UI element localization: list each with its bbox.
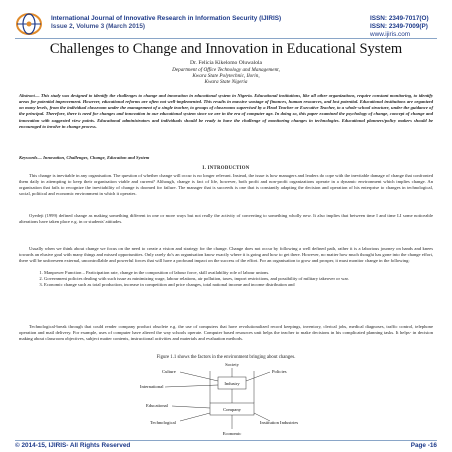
affiliation-location: Kwara State Nigeria — [204, 79, 248, 85]
connector-line — [180, 372, 218, 381]
journal-issue: Issue 2, Volume 3 (March 2015) — [51, 23, 146, 30]
label-society: Society — [225, 362, 239, 367]
label-technological: Technological — [150, 420, 176, 425]
affiliation-institution: Kwara State Polytechnic, Ilorin, — [192, 73, 260, 79]
environment-factors-diagram — [110, 361, 360, 439]
journal-url: www.ijiris.com — [370, 31, 411, 38]
section-heading: I. INTRODUCTION — [202, 166, 250, 171]
abstract-label: Abstract— — [19, 93, 40, 98]
journal-logo-icon — [15, 11, 43, 37]
paper-title: Challenges to Change and Innovation in Educational System — [49, 41, 403, 57]
list-item: 1. Manpower Function – Participation rate, change in the composition of labour force, skill availability role of labour unions. — [44, 270, 434, 276]
intro-paragraph-3: Usually when we think about change we focus on the need to create a vision and strategy for the change. Change does not occur by following a well defined path, rather it is a laborious journey on hands and knees towards an elusive goal with many things and missed opportunities. Only rarely do's an organisation know exactly where it is going and how to get there. However, no matter how much thought has gone into the change effort, there will be unforeseen external, uncontrollable and powerful forces that will have a profound impact on the success of the effort. For an organisation to grow and prosper, it must monitor change in the following: — [19, 246, 433, 264]
journal-name: International Journal of Innovative Research in Information Security (IJIRIS) — [51, 15, 282, 22]
figure-caption: Figure 1.1 shows the factors in the environment bringing about changes. — [156, 355, 296, 360]
list-item: 3. Economic change such as total production, increase in competition and price changes, total national income and income distribution and — [44, 282, 434, 288]
issn-print: ISSN: 2349-7017(O) — [370, 15, 429, 22]
label-economic: Economic — [222, 431, 242, 436]
keywords — [19, 155, 433, 161]
connector-line — [180, 413, 210, 421]
journal-header — [15, 11, 437, 39]
label-policies: Policies — [272, 369, 287, 374]
label-company: Company — [223, 407, 241, 412]
abstract — [19, 93, 433, 130]
label-institution-industries: Institution Industries — [260, 420, 299, 425]
issn-online: ISSN: 2349-7009(P) — [370, 23, 428, 30]
author-name: Dr. Felicia Kikelomo Oluwalola — [189, 60, 263, 66]
change-factors-list — [34, 270, 434, 288]
intro-paragraph-2: Oyedeji (1999) defined change as making something different in one or more ways but not really the activity of converting to something wholly new. It also implies that between time I and time LI some noticeable alterations have taken place e.g. in or students' attitudes. — [19, 213, 433, 225]
abstract-text: This study was designed to identify the challenges to change and innovation in educational system in Nigeria. Educational institutions, like all other organizations, require constant monitoring, to identify areas for potential improvement. However, educational reforms are often not well-implemented. This results in massive wastage of finances, human resources, and lost potential. Educational institutions are organized on many levels, from the individual classroom under the management of a single teacher, to groups of classrooms supervised by a Head Teacher or Executive Teacher, to a whole-school structure, under the guidance of the principal. Therefore, there is need for changes and innovation in our educational system since we are in the era of computer age. In doing so, this paper examined the psychology of change, concept of change and innovation with suggested view points. Educational administrators and individuals should be ready to have the challenge of monitoring changes in technologies. Educational planners/policy makers should be encouraged to involve in change process. — [19, 93, 433, 129]
label-culture: Culture — [162, 369, 176, 374]
keywords-text: Innovation, Challenges, Change, Education and System — [43, 155, 150, 160]
label-industry: Industry — [224, 381, 240, 386]
connector-line — [246, 372, 270, 381]
copyright-notice: © 2014-15, IJIRIS- All Rights Reserved — [15, 442, 131, 449]
list-item: 2. Government policies dealing with such issue as minimizing wage, labour relations, air pollution, taxes, import restrictions, and possibility of military takeover or war. — [44, 276, 434, 282]
label-international: International — [140, 384, 164, 389]
connector-line — [172, 406, 210, 408]
footer-divider — [15, 440, 437, 441]
intro-paragraph-4: Technological-break through that could render company product obsolete e.g. the use of computers that have revolutionalized record keepings, inventory, clerical jobs, medical diagnoses, traffic control, telephone operation and mail delivery. For example, uses of computer have altered the way schools operate. Computer based resources unit helps the teacher to make decisions in his complicated planning tasks. It helps- in decision making about classroom objectives, subject matter contents, instructional activities and materials and evaluation methods. — [19, 324, 433, 342]
label-educational: Educational — [146, 403, 168, 408]
affiliation-department: Department of Office Technology and Management, — [172, 67, 280, 73]
intro-paragraph-1: This change is inevitable in any organisation. The question of whether change will occur is no longer relevant. Instead, the issue is how managers and leaders do cope with the inevitable damage of change that confronted them daily in attempting to keep their organisation viable and current? Although, change is fact of life, however, both profit and non-profit organizations operate in a dynamic environment which implies change. An organisation that fails to recognize the inevitability of change is doomed for failure. The manager that is succeeds is one that is constantly adapting the decision and operation of his enterprise to changes in technological, social, political and economic environment in which it operates. — [19, 173, 433, 197]
header-divider — [15, 38, 437, 39]
keywords-label: Keywords— — [19, 155, 42, 160]
page-number: Page -16 — [410, 442, 437, 449]
